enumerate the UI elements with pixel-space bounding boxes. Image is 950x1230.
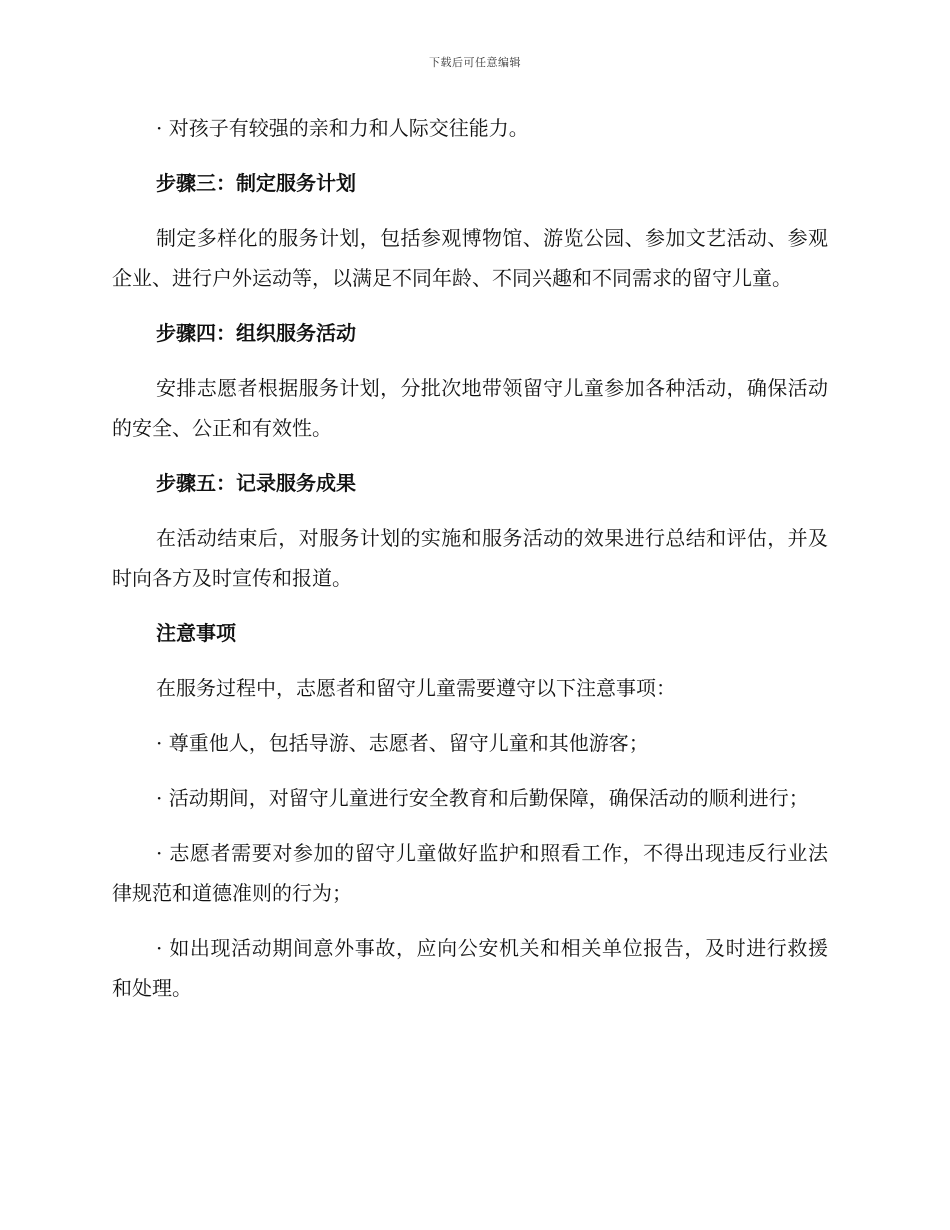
bullet-item-respect: · 尊重他人，包括导游、志愿者、留守儿童和其他游客； — [156, 731, 649, 755]
section-heading-step-4: 步骤四：组织服务活动 — [156, 321, 356, 345]
paragraph-record-results: 在活动结束后，对服务计划的实施和服务活动的效果进行总结和评估，并及时向各方及时宣传和报道。 — [112, 526, 828, 590]
bullet-item-accident: · 如出现活动期间意外事故，应向公安机关和相关单位报告，及时进行救援和处理。 — [112, 936, 828, 1000]
section-heading-step-3: 步骤三：制定服务计划 — [156, 171, 356, 195]
paragraph-notes-intro: 在服务过程中，志愿者和留守儿童需要遵守以下注意事项： — [156, 676, 676, 700]
bullet-item-safety: · 活动期间，对留守儿童进行安全教育和后勤保障，确保活动的顺利进行； — [156, 786, 809, 810]
document-body — [112, 108, 828, 1023]
section-heading-notes: 注意事项 — [156, 621, 236, 645]
page-header: 下载后可任意编辑 — [429, 56, 521, 69]
bullet-item-supervision: · 志愿者需要对参加的留守儿童做好监护和照看工作，不得出现违反行业法律规范和道德准则的行为； — [112, 841, 828, 905]
bullet-item-affinity: · 对孩子有较强的亲和力和人际交往能力。 — [156, 116, 529, 140]
section-heading-step-5: 步骤五：记录服务成果 — [156, 471, 356, 495]
paragraph-service-plan: 制定多样化的服务计划，包括参观博物馆、游览公园、参加文艺活动、参观企业、进行户外运动等，以满足不同年龄、不同兴趣和不同需求的留守儿童。 — [112, 226, 828, 290]
paragraph-organize-activities: 安排志愿者根据服务计划，分批次地带领留守儿童参加各种活动，确保活动的安全、公正和有效性。 — [112, 376, 828, 440]
